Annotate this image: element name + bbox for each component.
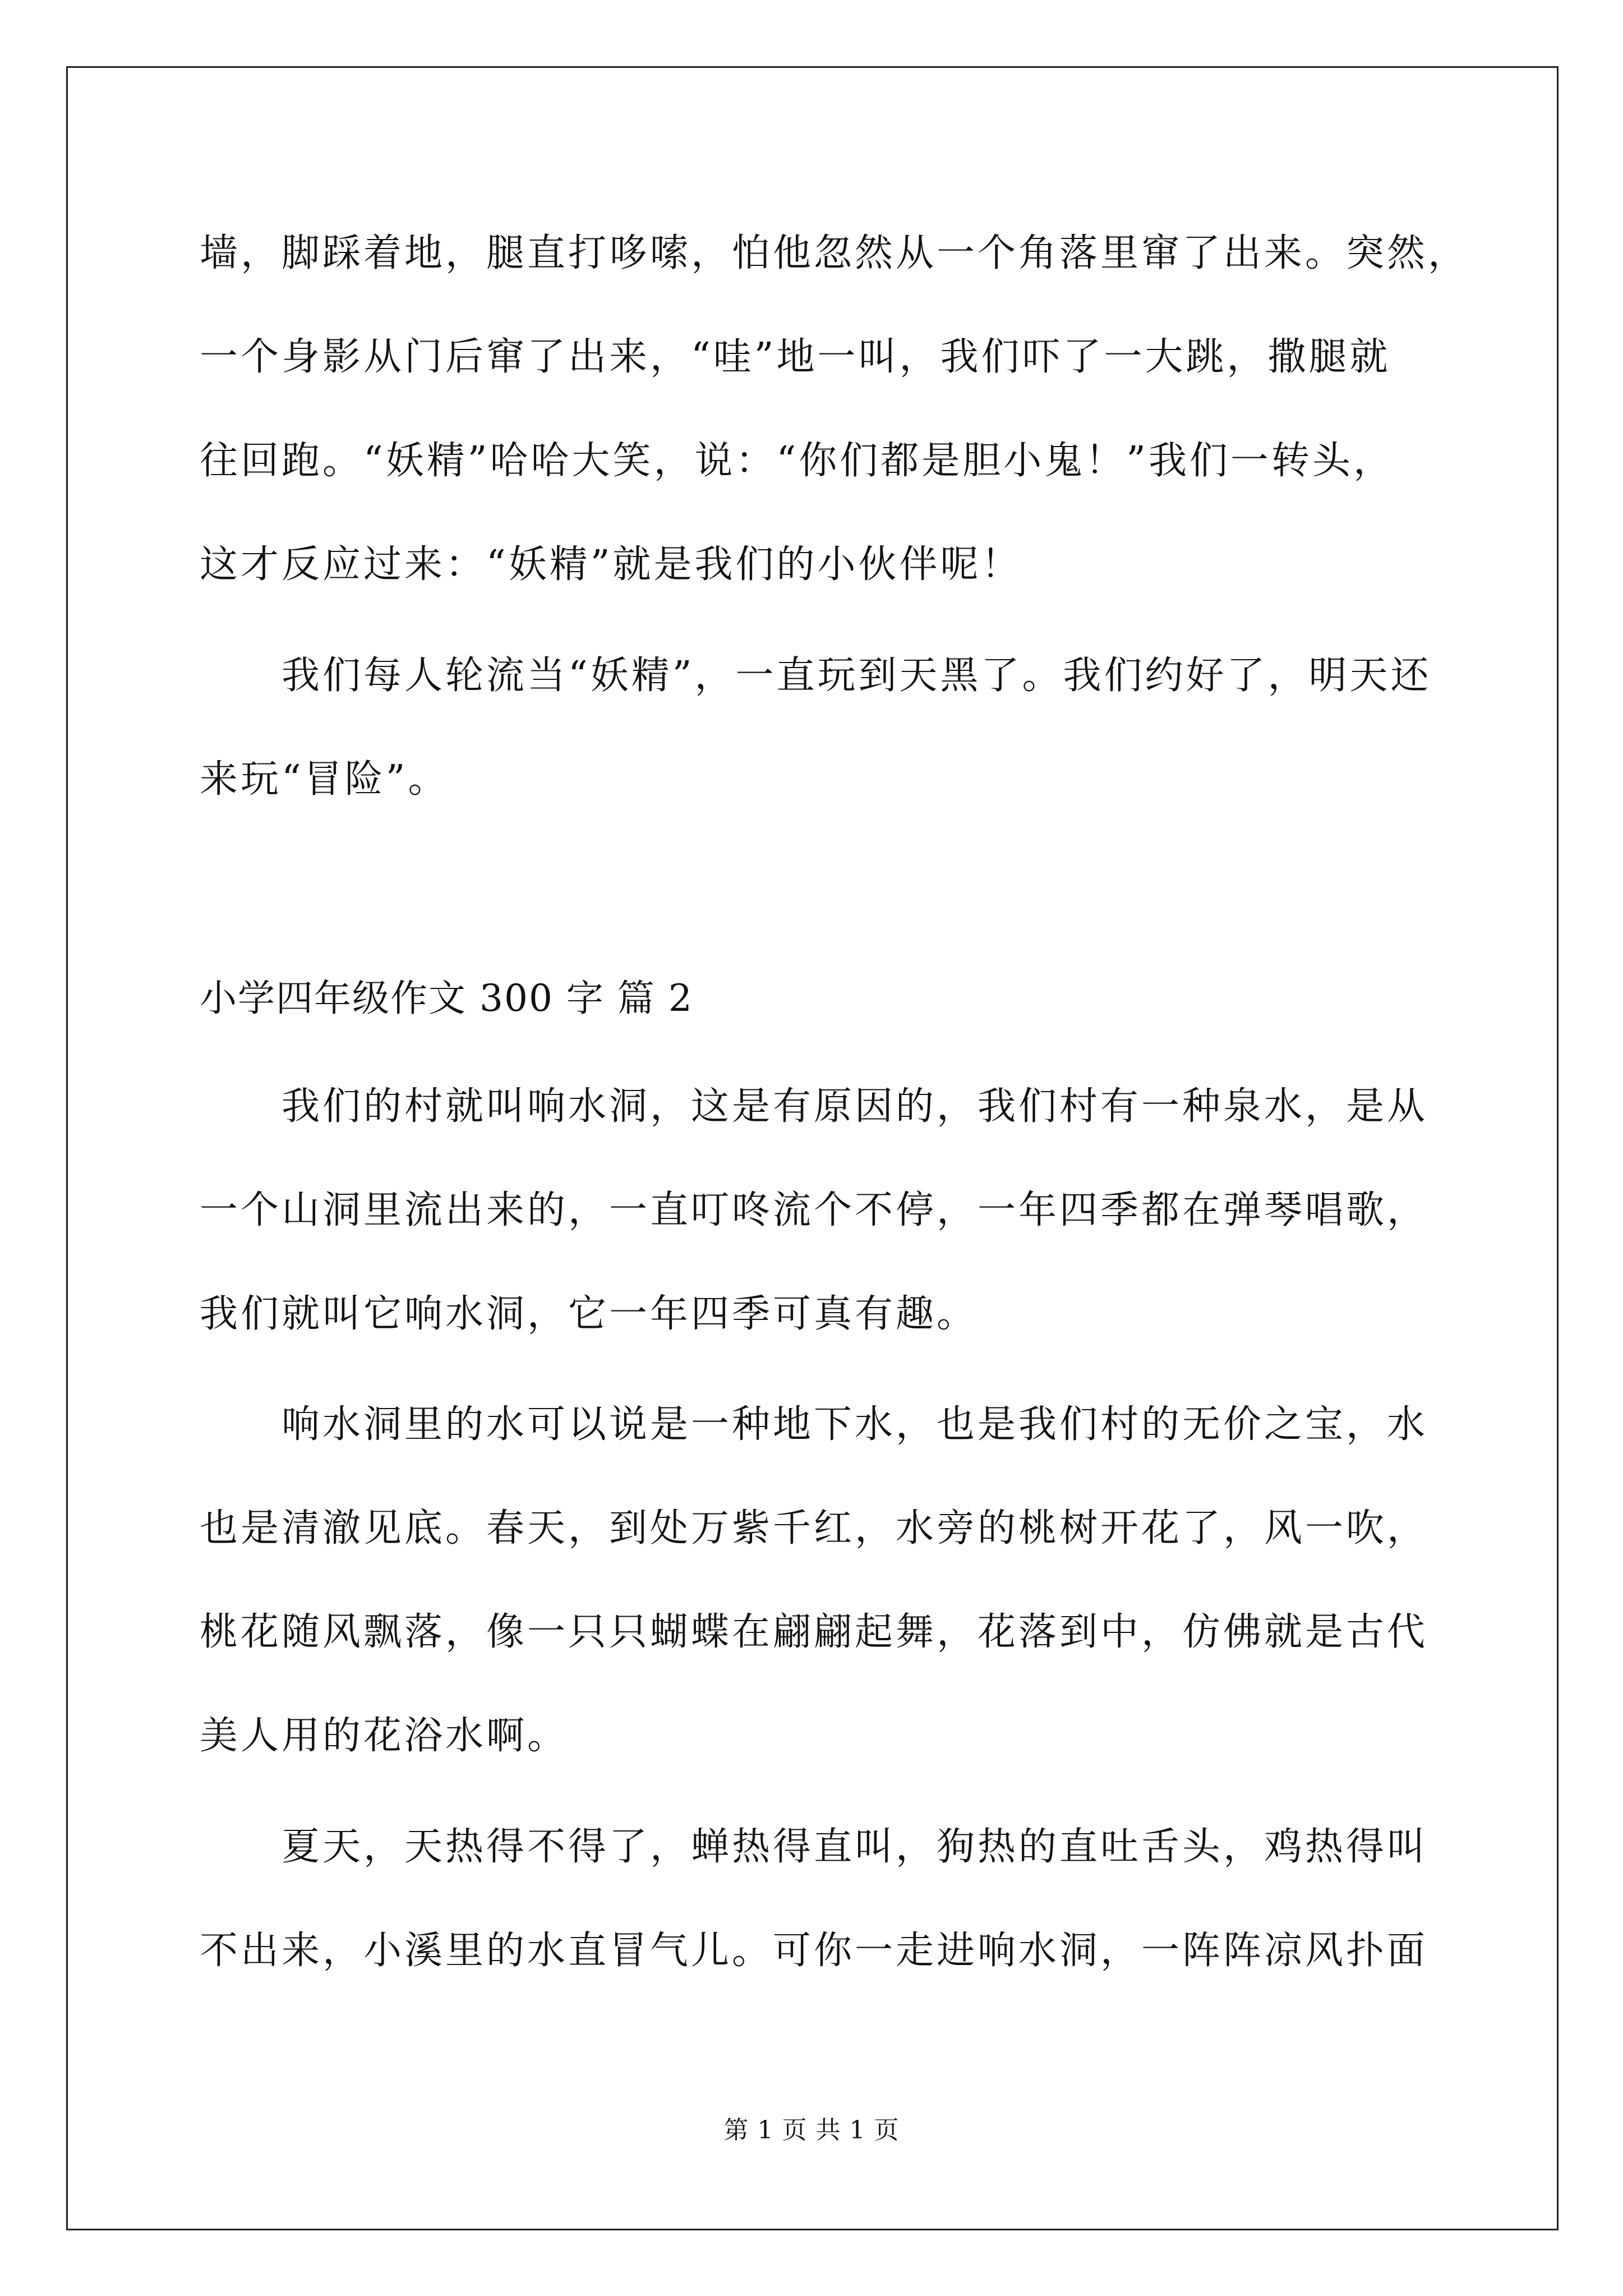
text-line: 美人用的花浴水啊。 xyxy=(200,1714,569,1758)
text-line: 我们的村就叫响水洞，这是有原因的，我们村有一种泉水，是从 xyxy=(200,1084,1428,1129)
text-line: 桃花随风飘落，像一只只蝴蝶在翩翩起舞，花落到中，仿佛就是古代 xyxy=(200,1610,1428,1654)
text-line: 夏天，天热得不得了，蝉热得直叫，狗热的直吐舌头，鸡热得叫 xyxy=(200,1825,1428,1869)
text-line: 响水洞里的水可以说是一种地下水，也是我们村的无价之宝，水 xyxy=(200,1402,1428,1447)
text-line: 一个山洞里流出来的，一直叮咚流个不停，一年四季都在弹琴唱歌， xyxy=(200,1188,1428,1232)
text-line: 我们就叫它响水洞，它一年四季可真有趣。 xyxy=(200,1292,978,1336)
text-line: 墙，脚踩着地，腿直打哆嗦，怕他忽然从一个角落里窜了出来。突然， xyxy=(200,231,1469,275)
text-line: 往回跑。“妖精”哈哈大笑，说：“你们都是胆小鬼！”我们一转头， xyxy=(200,439,1395,483)
text-line: 我们每人轮流当“妖精”，一直玩到天黑了。我们约好了，明天还 xyxy=(200,654,1432,698)
text-line: 不出来，小溪里的水直冒气儿。可你一走进响水洞，一阵阵凉风扑面 xyxy=(200,1929,1428,1973)
text-line: 这才反应过来：“妖精”就是我们的小伙伴呢！ xyxy=(200,542,1022,587)
text-line: 也是清澈见底。春天，到处万紫千红，水旁的桃树开花了，风一吹， xyxy=(200,1506,1428,1550)
text-line: 来玩“冒险”。 xyxy=(200,757,449,802)
page-border xyxy=(66,66,1559,2230)
section-heading: 小学四年级作文 300 字 篇 2 xyxy=(200,977,693,1020)
text-line: 一个身影从门后窜了出来，“哇”地一叫，我们吓了一大跳，撒腿就 xyxy=(200,335,1391,379)
page-number-footer: 第 1 页 共 1 页 xyxy=(723,2116,900,2145)
